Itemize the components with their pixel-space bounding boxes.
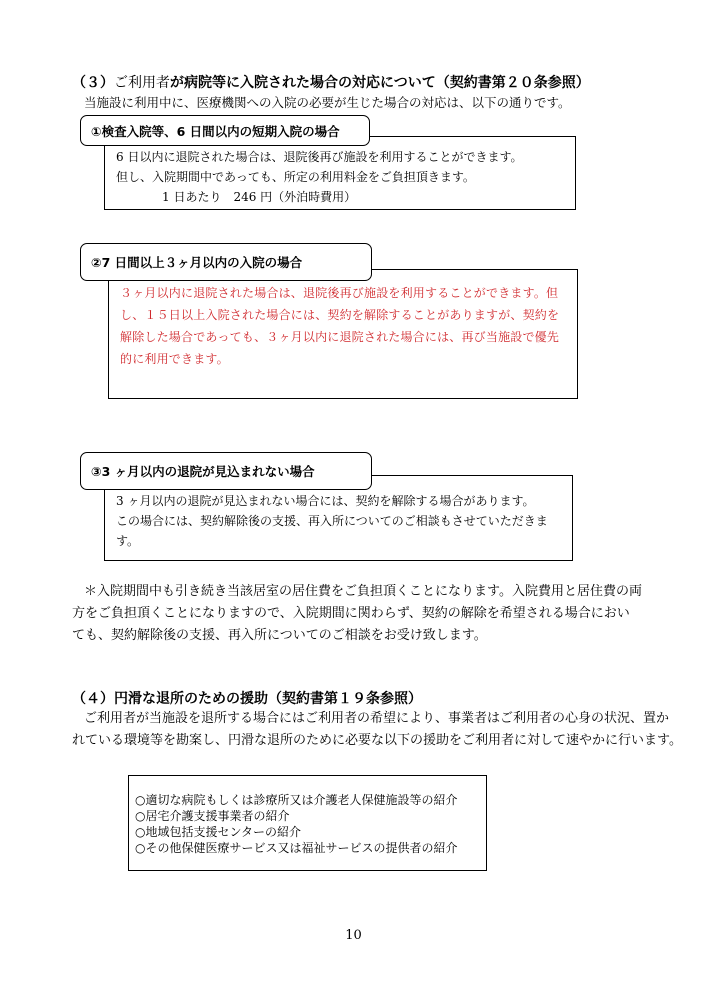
support-list-box [128,775,487,871]
section-4-intro-line: ご利用者が当施設を退所する場合にはご利用者の希望により、事業者はご利用者の心身の状況、置か [84,711,670,726]
page-number: 10 [345,928,362,943]
case-2-line: 的に利用できます。 [120,352,229,366]
section-4-heading: （４）円滑な退所のための援助（契約書第１９条参照） [72,691,422,707]
case-3-line: この場合には、契約解除後の支援、再入所についてのご相談もさせていただきま [116,514,548,528]
case-3-line: す。 [116,534,140,548]
case-2-line: ３ヶ月以内に退院された場合は、退院後再び施設を利用することができます。但 [120,286,559,300]
case-2-box [108,269,578,399]
note-line: ＊入院期間中も引き続き当該居室の居住費をご負担頂くことになります。入院費用と居住費の両 [84,584,642,599]
case-2-tab: ②7 日間以上３ヶ月以内の入院の場合 [80,243,372,281]
case-2-line: し、１５日以上入院された場合には、契約を解除することがありますが、契約を [120,308,560,322]
support-list-item: ○地域包括支援センターの紹介 [135,825,301,839]
support-list-item: ○居宅介護支援事業者の紹介 [135,809,290,823]
case-3-tab: ③3 ヶ月以内の退院が見込まれない場合 [80,452,372,490]
section-3-intro: 当施設に利用中に、医療機関への入院の必要が生じた場合の対応は、以下の通りです。 [84,95,571,110]
case-3-line: 3 ヶ月以内の退院が見込まれない場合には、契約を解除する場合があります。 [116,494,535,508]
support-list-item: ○その他保健医療サービス又は福祉サービスの提供者の紹介 [135,841,458,855]
case-2-line: 解除した場合であっても、３ヶ月以内に退院された場合には、再び当施設で優先 [120,330,560,344]
section-3-heading [72,72,590,92]
section-3-number: （３） [72,75,114,91]
case-1-line: 但し、入院期間中であっても、所定の利用料金をご負担頂きます。 [116,170,475,184]
hospital-note [72,581,642,647]
support-list-item: ○適切な病院もしくは診療所又は介護老人保健施設等の紹介 [135,793,458,807]
note-line: ても、契約解除後の支援、再入所についてのご相談をお受け致します。 [72,628,487,643]
section-3-heading-pre: ご利用者 [114,75,170,91]
case-1-line: 6 日以内に退院された場合は、退院後再び施設を利用することができます。 [116,150,523,164]
case-1-box [104,136,576,210]
section-4-intro-line: れている環境等を勘案し、円滑な退所のために必要な以下の援助をご利用者に対して速やかに行います。 [72,733,682,748]
section-3-heading-main: が病院等に入院された場合の対応について（契約書第２０条参照） [170,75,590,91]
case-1-tab: ①検査入院等、6 日間以内の短期入院の場合 [80,115,370,146]
section-4-intro [72,708,682,752]
note-line: 方をご負担頂くことになりますので、入院期間に関わらず、契約の解除を希望される場合におい [72,606,630,621]
case-1-fee-line: 1 日あたり 246 円（外泊時費用） [162,190,357,204]
